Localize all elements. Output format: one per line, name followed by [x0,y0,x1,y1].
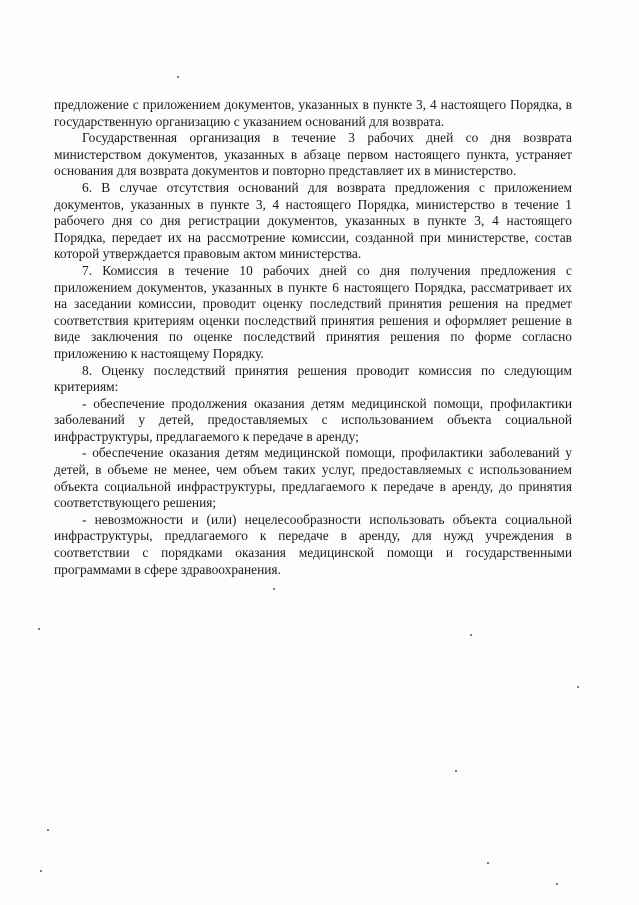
scan-speck [177,76,179,78]
scan-speck [38,628,40,630]
scan-speck [470,634,472,636]
paragraph-state-organization: Государственная организация в течение 3 рабочих дней со дня возврата министерством документов, указанных в абзаце первом настоящего пункта, устраняет основания для возврата документов и повторно представляет их в министерство. [54,130,572,179]
scan-speck [455,770,457,772]
scan-speck [47,829,49,831]
scan-speck [273,588,275,590]
scan-speck [577,686,579,688]
paragraph-item-8: 8. Оценку последствий принятия решения проводит комиссия по следующим критериям: [54,362,572,395]
paragraph-item-7: 7. Комиссия в течение 10 рабочих дней со дня получения предложения с приложением документов, указанных в пункте 6 настоящего Порядка, рассматривает их на заседании комиссии, проводит оценку последствий принятия решения на предмет соответствия критериям оценки последствий принятия решения и оформляет решение в виде заключения по оценке последствий принятия решения по форме согласно приложению к настоящему Порядку. [54,262,572,361]
criterion-1: - обеспечение продолжения оказания детям медицинской помощи, профилактики заболеваний у детей, предоставляемых с использованием объекта социальной инфраструктуры, предлагаемого к передаче в аренду; [54,395,572,444]
document-body [54,97,572,578]
criterion-3: - невозможности и (или) нецелесообразности использовать объекта социальной инфраструктуры, предлагаемого к передаче в аренду, для нужд учреждения в соответствии с порядками оказания медицинской помощи и государственными программами в сфере здравоохранения. [54,511,572,577]
paragraph-continuation: предложение с приложением документов, указанных в пункте 3, 4 настоящего Порядка, в государственную организацию с указанием оснований для возврата. [54,97,572,129]
criterion-2: - обеспечение оказания детям медицинской помощи, профилактики заболеваний у детей, в объеме не менее, чем объем таких услуг, предоставляемых с использованием объекта социальной инфраструктуры, предлагаемого к передаче в аренду, до принятия соответствующего решения; [54,445,572,511]
scan-speck [40,870,42,872]
scan-speck [556,883,558,885]
scan-speck [487,862,489,864]
paragraph-item-6: 6. В случае отсутствия оснований для возврата предложения с приложением документов, указанных в пункте 3, 4 настоящего Порядка, министерство в течение 1 рабочего дня со дня регистрации документов, указанных в пункте 3, 4 настоящего Порядка, передает их на рассмотрение комиссии, созданной при министерстве, состав которой утверждается правовым актом министерства. [54,179,572,262]
